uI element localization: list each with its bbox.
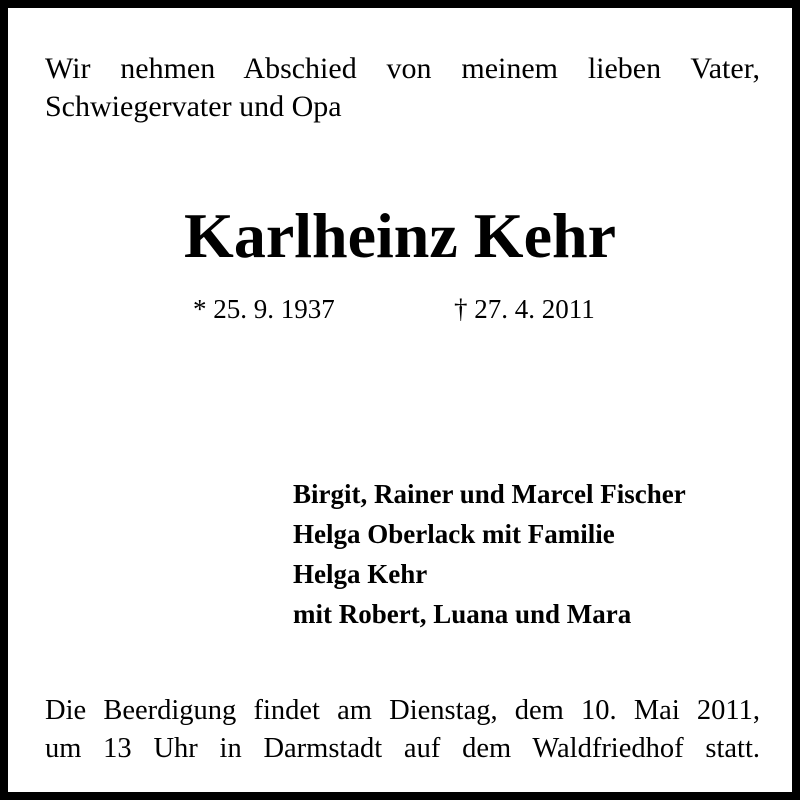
birth-date: * 25. 9. 1937 xyxy=(193,294,335,324)
intro-line-1: Wir nehmen Abschied von meinem lieben Vater, xyxy=(45,52,760,85)
funeral-line-1: Die Beerdigung findet am Dienstag, dem 10. Mai 2011, xyxy=(45,695,760,726)
deceased-name: Karlheinz Kehr xyxy=(184,200,616,271)
intro-text xyxy=(45,50,760,126)
intro-line-2: Schwiegervater und Opa xyxy=(45,90,342,123)
funeral-line-2: um 13 Uhr in Darmstadt auf dem Waldfriedhof statt. xyxy=(45,733,760,764)
mourner-line: mit Robert, Luana und Mara xyxy=(293,599,632,629)
mourner-line: Helga Oberlack mit Familie xyxy=(293,519,615,549)
death-date: † 27. 4. 2011 xyxy=(454,294,595,324)
funeral-info xyxy=(45,692,760,768)
mourners-list xyxy=(293,474,686,634)
mourner-line: Helga Kehr xyxy=(293,559,428,589)
mourner-line: Birgit, Rainer und Marcel Fischer xyxy=(293,479,686,509)
